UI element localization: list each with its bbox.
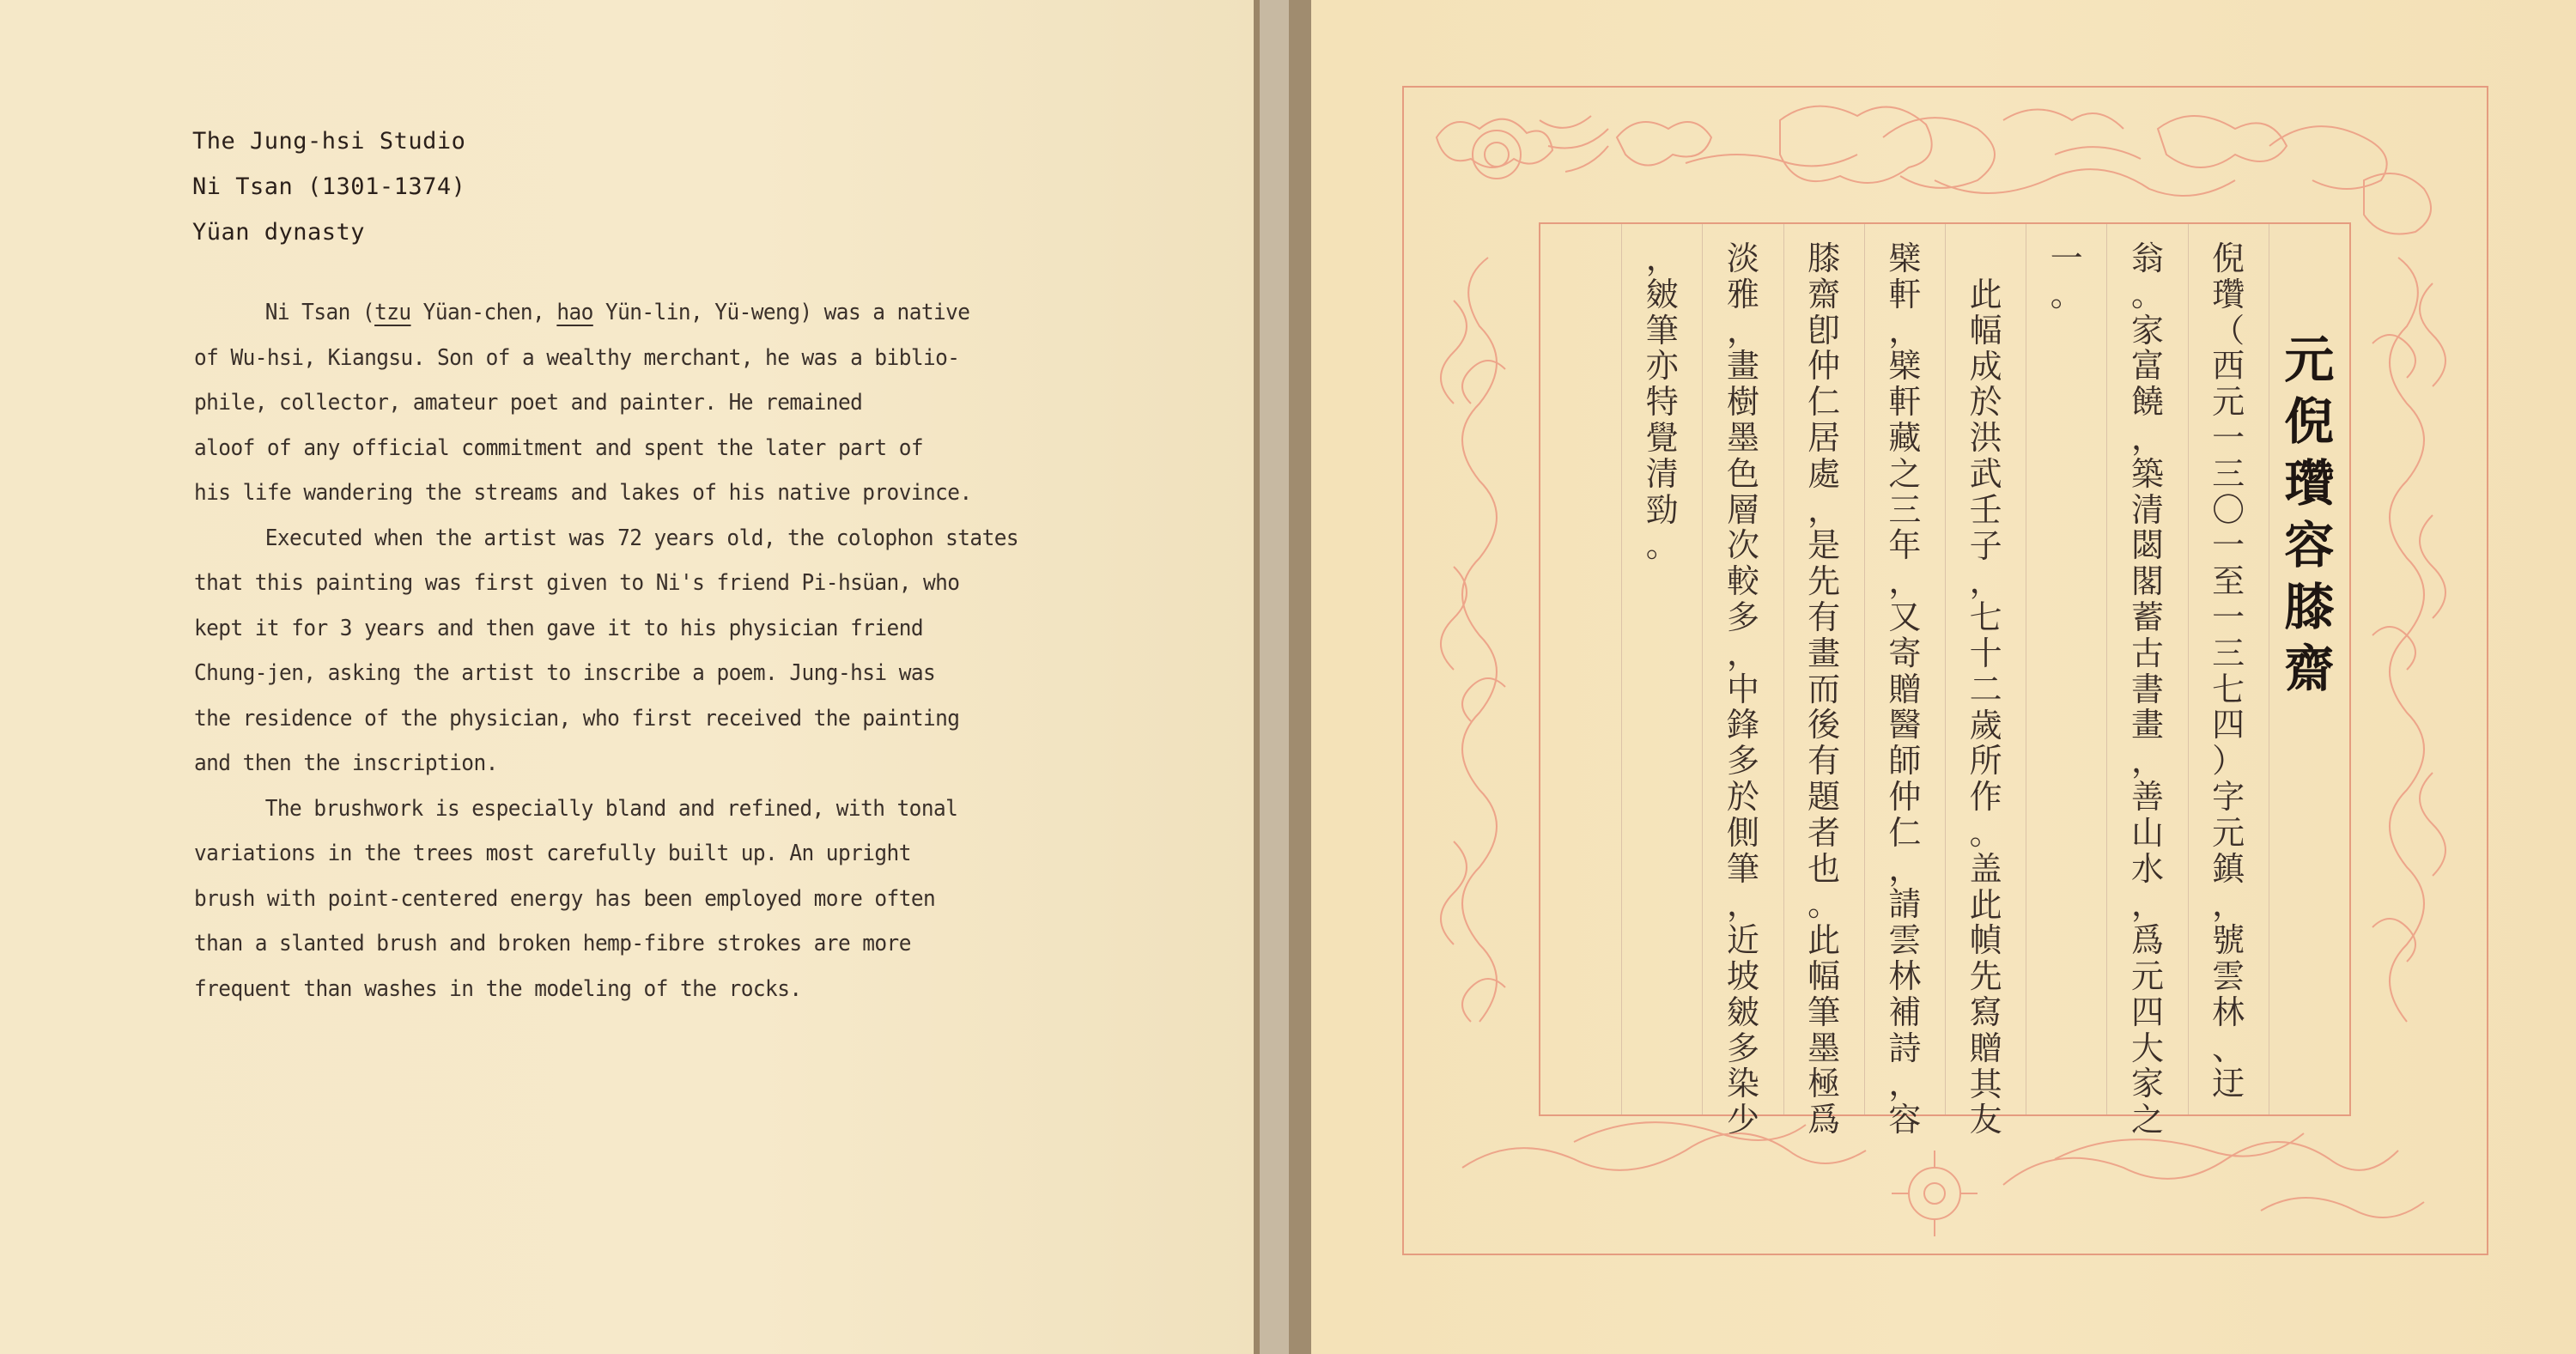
inscription-column-3: [2026, 224, 2106, 1114]
inscription-character: ，: [1888, 1065, 1922, 1103]
inscription-character: 容: [1888, 1101, 1922, 1139]
inscription-character: 仁: [1807, 383, 1841, 422]
inscription-column-2: [2106, 224, 2187, 1139]
inscription-character: ，: [1726, 885, 1759, 924]
inscription-character: 而: [1807, 670, 1841, 708]
inscription-character: 先: [1969, 957, 2002, 996]
inscription-character: 友: [1969, 1101, 2002, 1139]
title-character: 倪: [2284, 392, 2335, 451]
inscription-character: 幅: [1807, 956, 1841, 995]
paragraph-2-line: and then the inscription.: [194, 750, 498, 776]
inscription-character: 二: [1969, 670, 2002, 708]
inscription-character: 水: [2130, 849, 2164, 888]
inscription-character: 三: [1888, 490, 1922, 529]
inscription-character: 饒: [2130, 383, 2164, 422]
inscription-character: 。: [1969, 813, 2002, 852]
inscription-character: 覺: [1645, 418, 1679, 457]
inscription-character: 請: [1888, 885, 1922, 924]
inscription-character: 古: [2130, 634, 2164, 672]
inscription-character: 寫: [1969, 993, 2002, 1031]
paragraph-3-line: than a slanted brush and broken hemp-fibre strokes are more: [194, 931, 911, 956]
inscription-character: 雲: [2212, 956, 2245, 995]
inscription-character: 一: [2050, 240, 2083, 277]
inscription-column-9: [1540, 224, 1621, 1114]
inscription-column-7: [1702, 224, 1783, 1139]
paragraph-2-line: kept it for 3 years and then gave it to his physician friend: [194, 615, 924, 641]
inscription-character: 爲: [2130, 921, 2164, 960]
underlined-term: tzu: [374, 300, 411, 325]
inscription-character: 爲: [1807, 1101, 1841, 1139]
inscription-character: 皴: [1726, 993, 1759, 1031]
inscription-character: ，: [2130, 418, 2164, 457]
paragraph-2-line: Chung-jen, asking the artist to inscribe a poem. Jung-hsi was: [194, 660, 936, 686]
inscription-character: 倪: [2212, 240, 2245, 277]
inscription-character: 筆: [1807, 993, 1841, 1031]
inscription-character: 號: [2212, 921, 2245, 960]
inscription-character: 壬: [1969, 490, 2002, 529]
paragraph-1-line: his life wandering the streams and lakes of his native province.: [194, 480, 972, 506]
inscription-character: ，: [1807, 490, 1841, 529]
inscription-column-4: [1945, 224, 2026, 1139]
inscription-character: 詩: [1888, 1029, 1922, 1067]
inscription-character: 閟: [2130, 526, 2164, 565]
inscription-character: 雲: [1888, 921, 1922, 960]
inscription-character: 又: [1888, 598, 1922, 636]
inscription-character: 其: [1969, 1065, 2002, 1103]
inscription-character: 補: [1888, 993, 1922, 1031]
inscription-character: 〇: [2212, 490, 2245, 529]
paragraph-3-line: variations in the trees most carefully built up. An upright: [194, 841, 911, 866]
inscription-character: 色: [1726, 454, 1759, 493]
inscription-character: 淡: [1726, 240, 1759, 277]
inscription-title-column: [2269, 224, 2349, 1114]
inscription-character: 有: [1807, 598, 1841, 636]
inscription-character: 藏: [1888, 418, 1922, 457]
inscription-character: 富: [2130, 347, 2164, 386]
paragraph-1-line: Ni Tsan (tzu Yüan-chen, hao Yün-lin, Yü-weng) was a native: [264, 300, 970, 325]
inscription-character: 是: [1807, 526, 1841, 565]
inscription-character: 中: [1726, 670, 1759, 708]
inscription-character: 檗: [1888, 240, 1922, 277]
inscription-character: 少: [1726, 1101, 1759, 1139]
inscription-character: 多: [1726, 742, 1759, 780]
inscription-character: 仁: [1888, 813, 1922, 852]
inscription-character: 蓄: [2130, 598, 2164, 636]
inscription-character: 於: [1726, 777, 1759, 816]
paragraph-3-line: frequent than washes in the modeling of the rocks.: [194, 975, 802, 1002]
inscription-character: 鋒: [1726, 706, 1759, 744]
inscription-character: 檗: [1888, 347, 1922, 386]
inscription-character: 於: [1969, 383, 2002, 422]
inscription-character: 側: [1726, 813, 1759, 852]
inscription-character: 書: [2130, 670, 2164, 708]
inscription-character: 齋: [1807, 275, 1841, 313]
inscription-character: 元: [2130, 956, 2164, 995]
inscription-character: ，: [1888, 562, 1922, 601]
inscription-character: 贈: [1969, 1029, 2002, 1067]
inscription-character: ，: [1888, 311, 1922, 349]
inscription-character: 坡: [1726, 956, 1759, 995]
inscription-character: 之: [1888, 454, 1922, 493]
artist-name: Ni Tsan (1301-1374): [192, 173, 466, 200]
inscription-character: 善: [2130, 777, 2164, 816]
inscription-character: 多: [1726, 1029, 1759, 1067]
inscription-character: 家: [2130, 1065, 2164, 1103]
inscription-character: 西: [2212, 347, 2245, 386]
inscription-character: 築: [2130, 454, 2164, 493]
inscription-column-5: [1864, 224, 1945, 1139]
inscription-character: 成: [1969, 347, 2002, 386]
inscription-character: 七: [1969, 598, 2002, 637]
inscription-character: 之: [2130, 1101, 2164, 1139]
inscription-character: 元: [2212, 383, 2245, 422]
inscription-character: ，: [2130, 885, 2164, 924]
inscription-character: ，: [2212, 885, 2245, 924]
inscription-character: 林: [1888, 956, 1922, 995]
inscription-character: 幀: [1969, 921, 2002, 960]
binding-gutter: [1260, 0, 1289, 1354]
paragraph-1-line: aloof of any official commitment and spent the later part of: [194, 434, 924, 461]
inscription-character: 墨: [1807, 1029, 1841, 1067]
inscription-character: 洪: [1969, 419, 2002, 458]
inscription-character: 樹: [1726, 383, 1759, 422]
inscription-character: 醫: [1888, 706, 1922, 744]
inscription-character: 一: [2212, 526, 2245, 565]
inscription-character: 瓚: [2212, 275, 2245, 313]
inscription-character: 四: [2130, 993, 2164, 1031]
inscription-character: 字: [2212, 777, 2245, 816]
inscription-column-1: [2188, 224, 2269, 1114]
paragraph-3-line: brush with point-centered energy has been employed more often: [194, 885, 936, 912]
title-character: 齋: [2284, 640, 2335, 698]
inscription-character: 四: [2212, 706, 2245, 744]
inscription-character: 題: [1807, 777, 1841, 816]
inscription-character: 也: [1807, 849, 1841, 888]
inscription-character: 閣: [2130, 562, 2164, 601]
inscription-character: 有: [1807, 742, 1841, 780]
inscription-character: 三: [2212, 634, 2245, 672]
inscription-character: 盖: [1969, 849, 2002, 888]
english-description: [194, 290, 1224, 1011]
paragraph-1-line: phile, collector, amateur poet and painter. He remained: [194, 390, 863, 416]
inscription-character: 武: [1969, 454, 2002, 493]
inscription-character: ，: [1726, 311, 1759, 349]
inscription-grid: [1539, 222, 2351, 1139]
title-character: 容: [2284, 516, 2335, 574]
inscription-character: 仲: [1888, 777, 1922, 816]
inscription-character: 清: [1645, 454, 1679, 493]
inscription-character: 。: [2130, 275, 2164, 313]
inscription-character: 勁: [1645, 490, 1679, 529]
inscription-character: 大: [2130, 1029, 2164, 1067]
inscription-character: 幅: [1969, 311, 2002, 349]
inscription-character: 作: [1969, 778, 2002, 817]
paragraph-2-line: Executed when the artist was 72 years old, the colophon states: [264, 525, 1019, 551]
inscription-character: 子: [1969, 526, 2002, 565]
underlined-term: hao: [556, 300, 593, 325]
inscription-character: 三: [2212, 454, 2245, 493]
inscription-character: （: [2212, 311, 2245, 349]
inscription-character: 膝: [1807, 240, 1841, 277]
inscription-character: 層: [1726, 490, 1759, 529]
inscription-character: 。: [1807, 885, 1841, 924]
paragraph-3-line: The brushwork is especially bland and refined, with tonal: [264, 795, 958, 822]
inscription-character: 元: [2212, 813, 2245, 852]
inscription-character: 寄: [1888, 634, 1922, 672]
title-character: 膝: [2284, 578, 2335, 636]
inscription-character: 卽: [1807, 311, 1841, 349]
inscription-character: 近: [1726, 921, 1759, 960]
inscription-character: 此: [1807, 921, 1841, 960]
inscription-character: 軒: [1888, 383, 1922, 422]
inscription-character: 七: [2212, 670, 2245, 708]
inscription-character: 軒: [1888, 275, 1922, 313]
inscription-character: 至: [2212, 562, 2245, 601]
inscription-character: 筆: [1726, 849, 1759, 888]
inscription-character: ，: [1888, 849, 1922, 888]
inscription-character: 畫: [2130, 706, 2164, 744]
inscription-character: 鎮: [2212, 849, 2245, 888]
left-page: [0, 0, 1255, 1354]
dynasty: Yüan dynasty: [192, 219, 366, 246]
inscription-character: 清: [2130, 490, 2164, 529]
title-character: 元: [2284, 331, 2335, 389]
paragraph-1-line: of Wu-hsi, Kiangsu. Son of a wealthy merchant, he was a biblio-: [194, 344, 960, 371]
inscription-character: 所: [1969, 742, 2002, 780]
inscription-character: 、: [2212, 1029, 2245, 1067]
inscription-character: 後: [1807, 706, 1841, 744]
inscription-character: 贈: [1888, 670, 1922, 708]
inscription-character: 特: [1645, 383, 1679, 422]
inscription-character: ，: [1969, 562, 2002, 601]
inscription-character: 畫: [1726, 347, 1759, 386]
inscription-character: 多: [1726, 598, 1759, 636]
inscription-character: 一: [2212, 418, 2245, 457]
inscription-character: 此: [1969, 885, 2002, 924]
inscription-character: 雅: [1726, 275, 1759, 313]
inscription-character: 林: [2212, 993, 2245, 1031]
caption-header: [192, 118, 465, 255]
inscription-column-8: [1621, 224, 1702, 1114]
inscription-character: 家: [2130, 311, 2164, 349]
inscription-column-6: [1783, 224, 1864, 1139]
painting-title: The Jung-hsi Studio: [192, 128, 466, 155]
inscription-character: 者: [1807, 813, 1841, 852]
inscription-character: ，: [1645, 240, 1679, 277]
inscription-character: 。: [1645, 526, 1679, 565]
inscription-character: 次: [1726, 526, 1759, 565]
inscription-character: 畫: [1807, 634, 1841, 672]
inscription-character: 極: [1807, 1065, 1841, 1103]
inscription-character: 居: [1807, 418, 1841, 457]
inscription-character: ，: [1726, 634, 1759, 672]
inscription-character: 師: [1888, 742, 1922, 780]
inscription-character: 此: [1969, 276, 2002, 313]
inscription-character: 先: [1807, 562, 1841, 601]
binding-edge-shadow: [1289, 0, 1311, 1354]
inscription-character: ）: [2212, 742, 2245, 780]
inscription-character: 仲: [1807, 347, 1841, 386]
inscription-character: 翁: [2130, 240, 2164, 277]
inscription-character: ，: [2130, 742, 2164, 780]
binding-edge: [1254, 0, 1260, 1354]
inscription-character: 一: [2212, 598, 2245, 636]
inscription-character: 筆: [1645, 311, 1679, 349]
inscription-character: 墨: [1726, 418, 1759, 457]
inscription-character: 皴: [1645, 275, 1679, 313]
inscription-character: 歲: [1969, 706, 2002, 744]
inscription-character: 處: [1807, 454, 1841, 493]
inscription-character: 山: [2130, 813, 2164, 852]
inscription-character: 。: [2050, 275, 2083, 313]
inscription-character: 染: [1726, 1065, 1759, 1103]
inscription-character: 年: [1888, 526, 1922, 565]
inscription-character: 較: [1726, 562, 1759, 601]
inscription-character: 十: [1969, 634, 2002, 672]
title-character: 瓚: [2284, 454, 2335, 513]
paragraph-2-line: the residence of the physician, who first received the painting: [194, 705, 960, 732]
paragraph-2-line: that this painting was first given to Ni's friend Pi-hsüan, who: [194, 570, 960, 596]
inscription-character: 亦: [1645, 347, 1679, 386]
inscription-character: 迂: [2212, 1065, 2245, 1103]
